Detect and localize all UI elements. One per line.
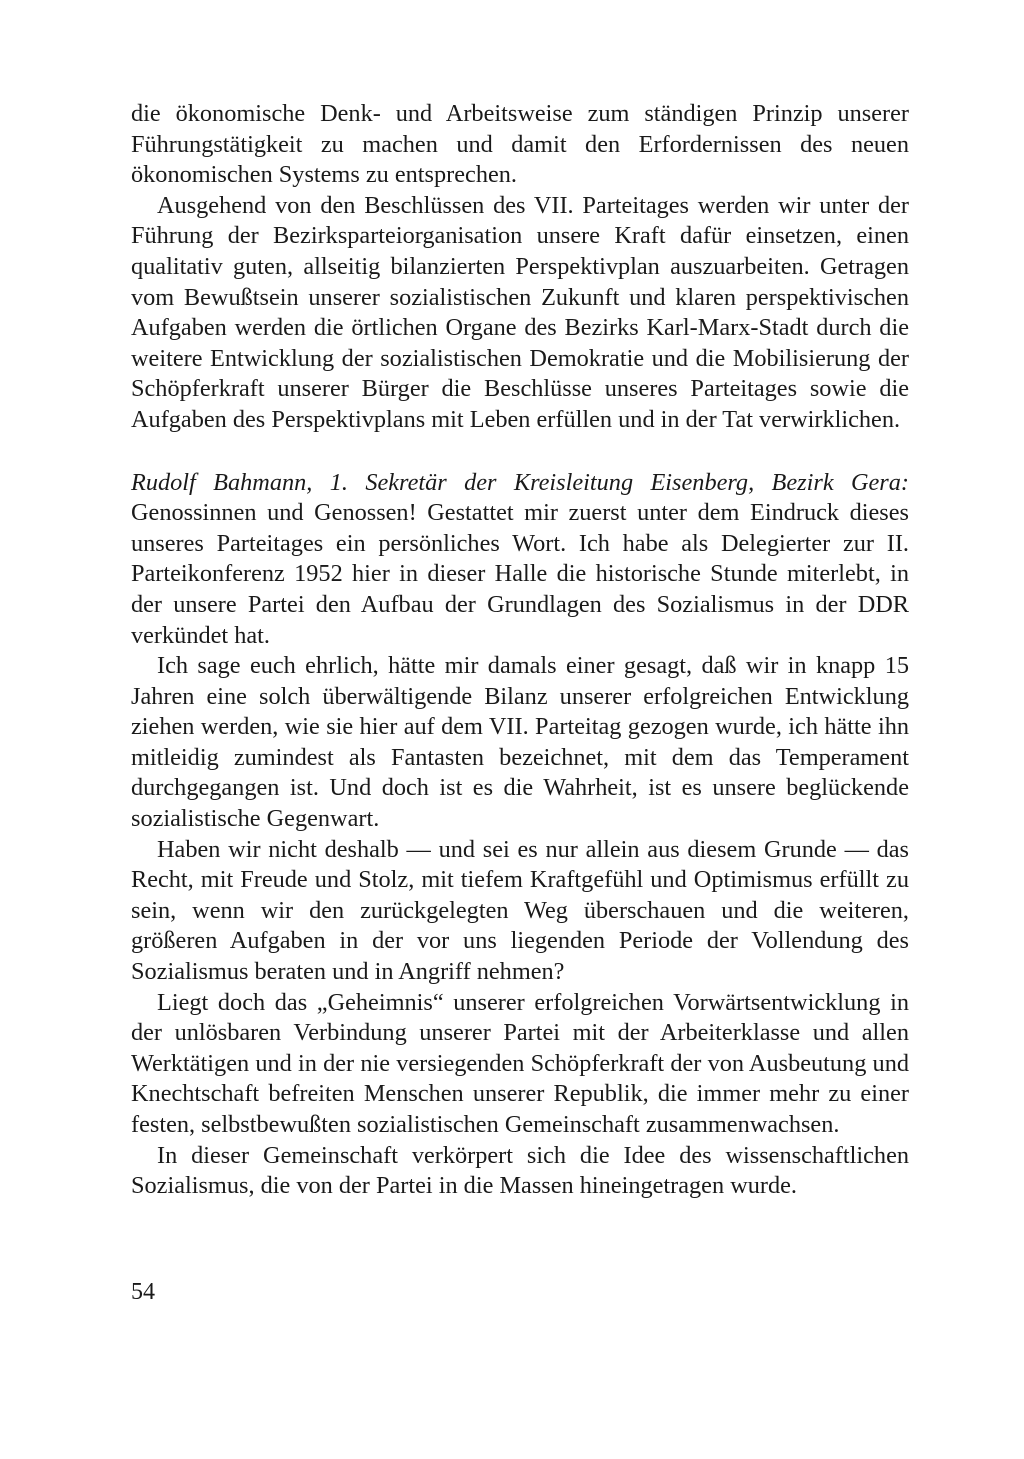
- section-gap: [131, 436, 909, 468]
- paragraph-continuation: die ökonomische Denk- und Arbeitsweise zum ständigen Prinzip unserer Führungstätigkeit zu machen und damit den Erfordernissen des neuen ökonomischen Systems zu entsprechen.: [131, 100, 909, 189]
- body-text: [131, 99, 909, 1202]
- speech-paragraph: [131, 468, 909, 652]
- paragraph-geheimnis: Liegt doch das „Geheimnis“ unserer erfolgreichen Vorwärtsentwicklung in der unlösbaren Verbindung unserer Partei mit der Arbeiterklasse und allen Werktätigen und in der nie versiegenden Schöpferkraft der von Ausbeutung und Knechtschaft befreiten Menschen unserer Republik, die immer mehr zu einer festen, selbstbewußten sozialistischen Gemeinschaft zusammenwachsen.: [131, 988, 909, 1138]
- paragraph-stolz: Haben wir nicht deshalb — und sei es nur allein aus diesem Grunde — das Recht, mit Freude und Stolz, mit tiefem Kraftgefühl und Optimismus erfüllt zu sein, wenn wir den zurückgelegten Weg überschauen und die weiteren, größeren Aufgaben in der vor uns liegenden Periode der Vollendung des Sozialismus beraten und in Angriff nehmen?: [131, 835, 909, 986]
- paragraph-gemeinschaft: In dieser Gemeinschaft verkörpert sich die Idee des wissenschaftlichen Sozialismus, die von der Partei in die Massen hineingetragen wurde.: [131, 1141, 909, 1200]
- speech-opening: Genossinnen und Genossen! Gestattet mir zuerst unter dem Eindruck dieses unseres Parteitages ein persönliches Wort. Ich habe als Delegierter zur II. Parteikonferenz 1952 hier in dieser Halle die historische Stunde miterlebt, in der unsere Partei den Aufbau der Grundlagen des Sozialismus in der DDR verkündet hat.: [131, 499, 909, 649]
- speaker-name: Rudolf Bahmann, 1. Sekretär der Kreisleitung Eisenberg, Bezirk Gera:: [131, 468, 909, 496]
- paragraph-perspektivplan: Ausgehend von den Beschlüssen des VII. Parteitages werden wir unter der Führung der Bezirksparteiorganisation unsere Kraft dafür einsetzen, einen qualitativ guten, allseitig bilanzierten Perspektivplan auszuarbeiten. Getragen vom Bewußtsein unserer sozialistischen Zukunft und klaren perspektivischen Aufgaben werden die örtlichen Organe des Bezirks Karl-Marx-Stadt durch die weitere Entwicklung der sozialistischen Demokratie und die Mobilisierung der Schöpferkraft unserer Bürger die Beschlüsse unseres Parteitages sowie die Aufgaben des Perspektivplans mit Leben erfüllen und in der Tat verwirklichen.: [131, 191, 909, 433]
- paragraph-bilanz: Ich sage euch ehrlich, hätte mir damals einer gesagt, daß wir in knapp 15 Jahren eine solch überwältigende Bilanz unserer erfolgreichen Entwicklung ziehen werden, wie sie hier auf dem VII. Parteitag gezogen wurde, ich hätte ihn mitleidig zumindest als Fantasten bezeichnet, mit dem das Temperament durchgegangen ist. Und doch ist es die Wahrheit, ist es unsere beglückende sozialistische Gegenwart.: [131, 652, 909, 833]
- page-number: 54: [131, 1279, 155, 1305]
